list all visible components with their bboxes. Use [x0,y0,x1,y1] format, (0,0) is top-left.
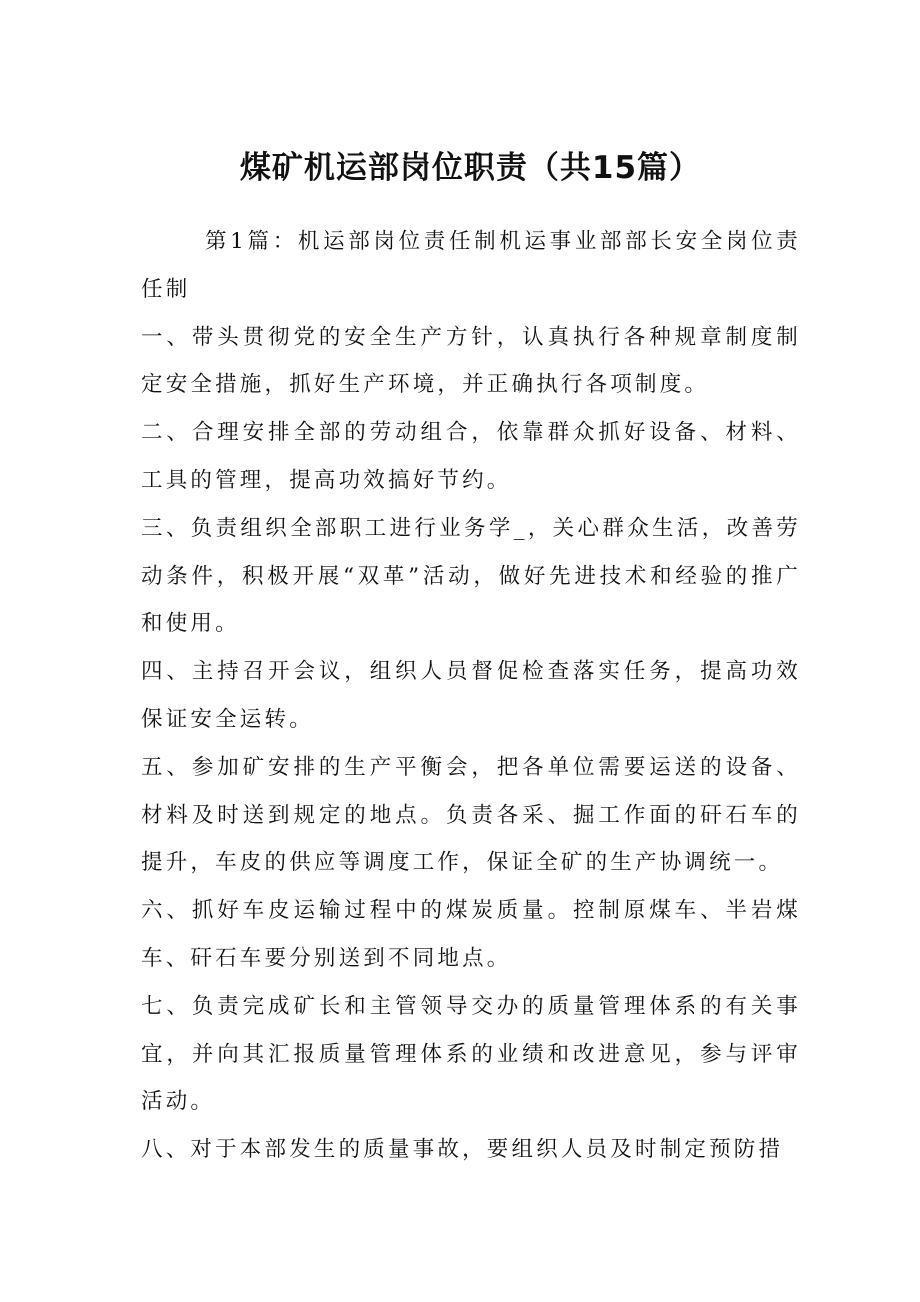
document-body [141,218,801,1174]
paragraph-item-4: 四、主持召开会议，组织人员督促检查落实任务，提高功效保证安全运转。 [141,659,801,732]
paragraph-item-5: 五、参加矿安排的生产平衡会，把各单位需要运送的设备、材料及时送到规定的地点。负责各采、掘工作面的矸石车的提升，车皮的供应等调度工作，保证全矿的生产协调统一。 [141,754,801,876]
paragraph-item-2: 二、合理安排全部的劳动组合，依靠群众抓好设备、材料、工具的管理，提高功效搞好节约。 [141,420,801,493]
paragraph-item-6: 六、抓好车皮运输过程中的煤炭质量。控制原煤车、半岩煤车、矸石车要分别送到不同地点。 [141,898,801,971]
paragraph-item-3: 三、负责组织全部职工进行业务学_，关心群众生活，改善劳动条件，积极开展“双革”活动，做好先进技术和经验的推广和使用。 [141,515,801,637]
document-title: 煤矿机运部岗位职责（共15篇） [239,150,702,186]
paragraph-item-7: 七、负责完成矿长和主管领导交办的质量管理体系的有关事宜，并向其汇报质量管理体系的业绩和改进意见，参与评审活动。 [141,993,801,1115]
paragraph-item-1: 一、带头贯彻党的安全生产方针，认真执行各种规章制度制定安全措施，抓好生产环境，并正确执行各项制度。 [141,324,801,398]
paragraph-item-8: 八、对于本部发生的质量事故，要组织人员及时制定预防措 [141,1137,784,1163]
paragraph-chapter-heading: 第1篇：机运部岗位责任制机运事业部部长安全岗位责任制 [141,229,801,302]
